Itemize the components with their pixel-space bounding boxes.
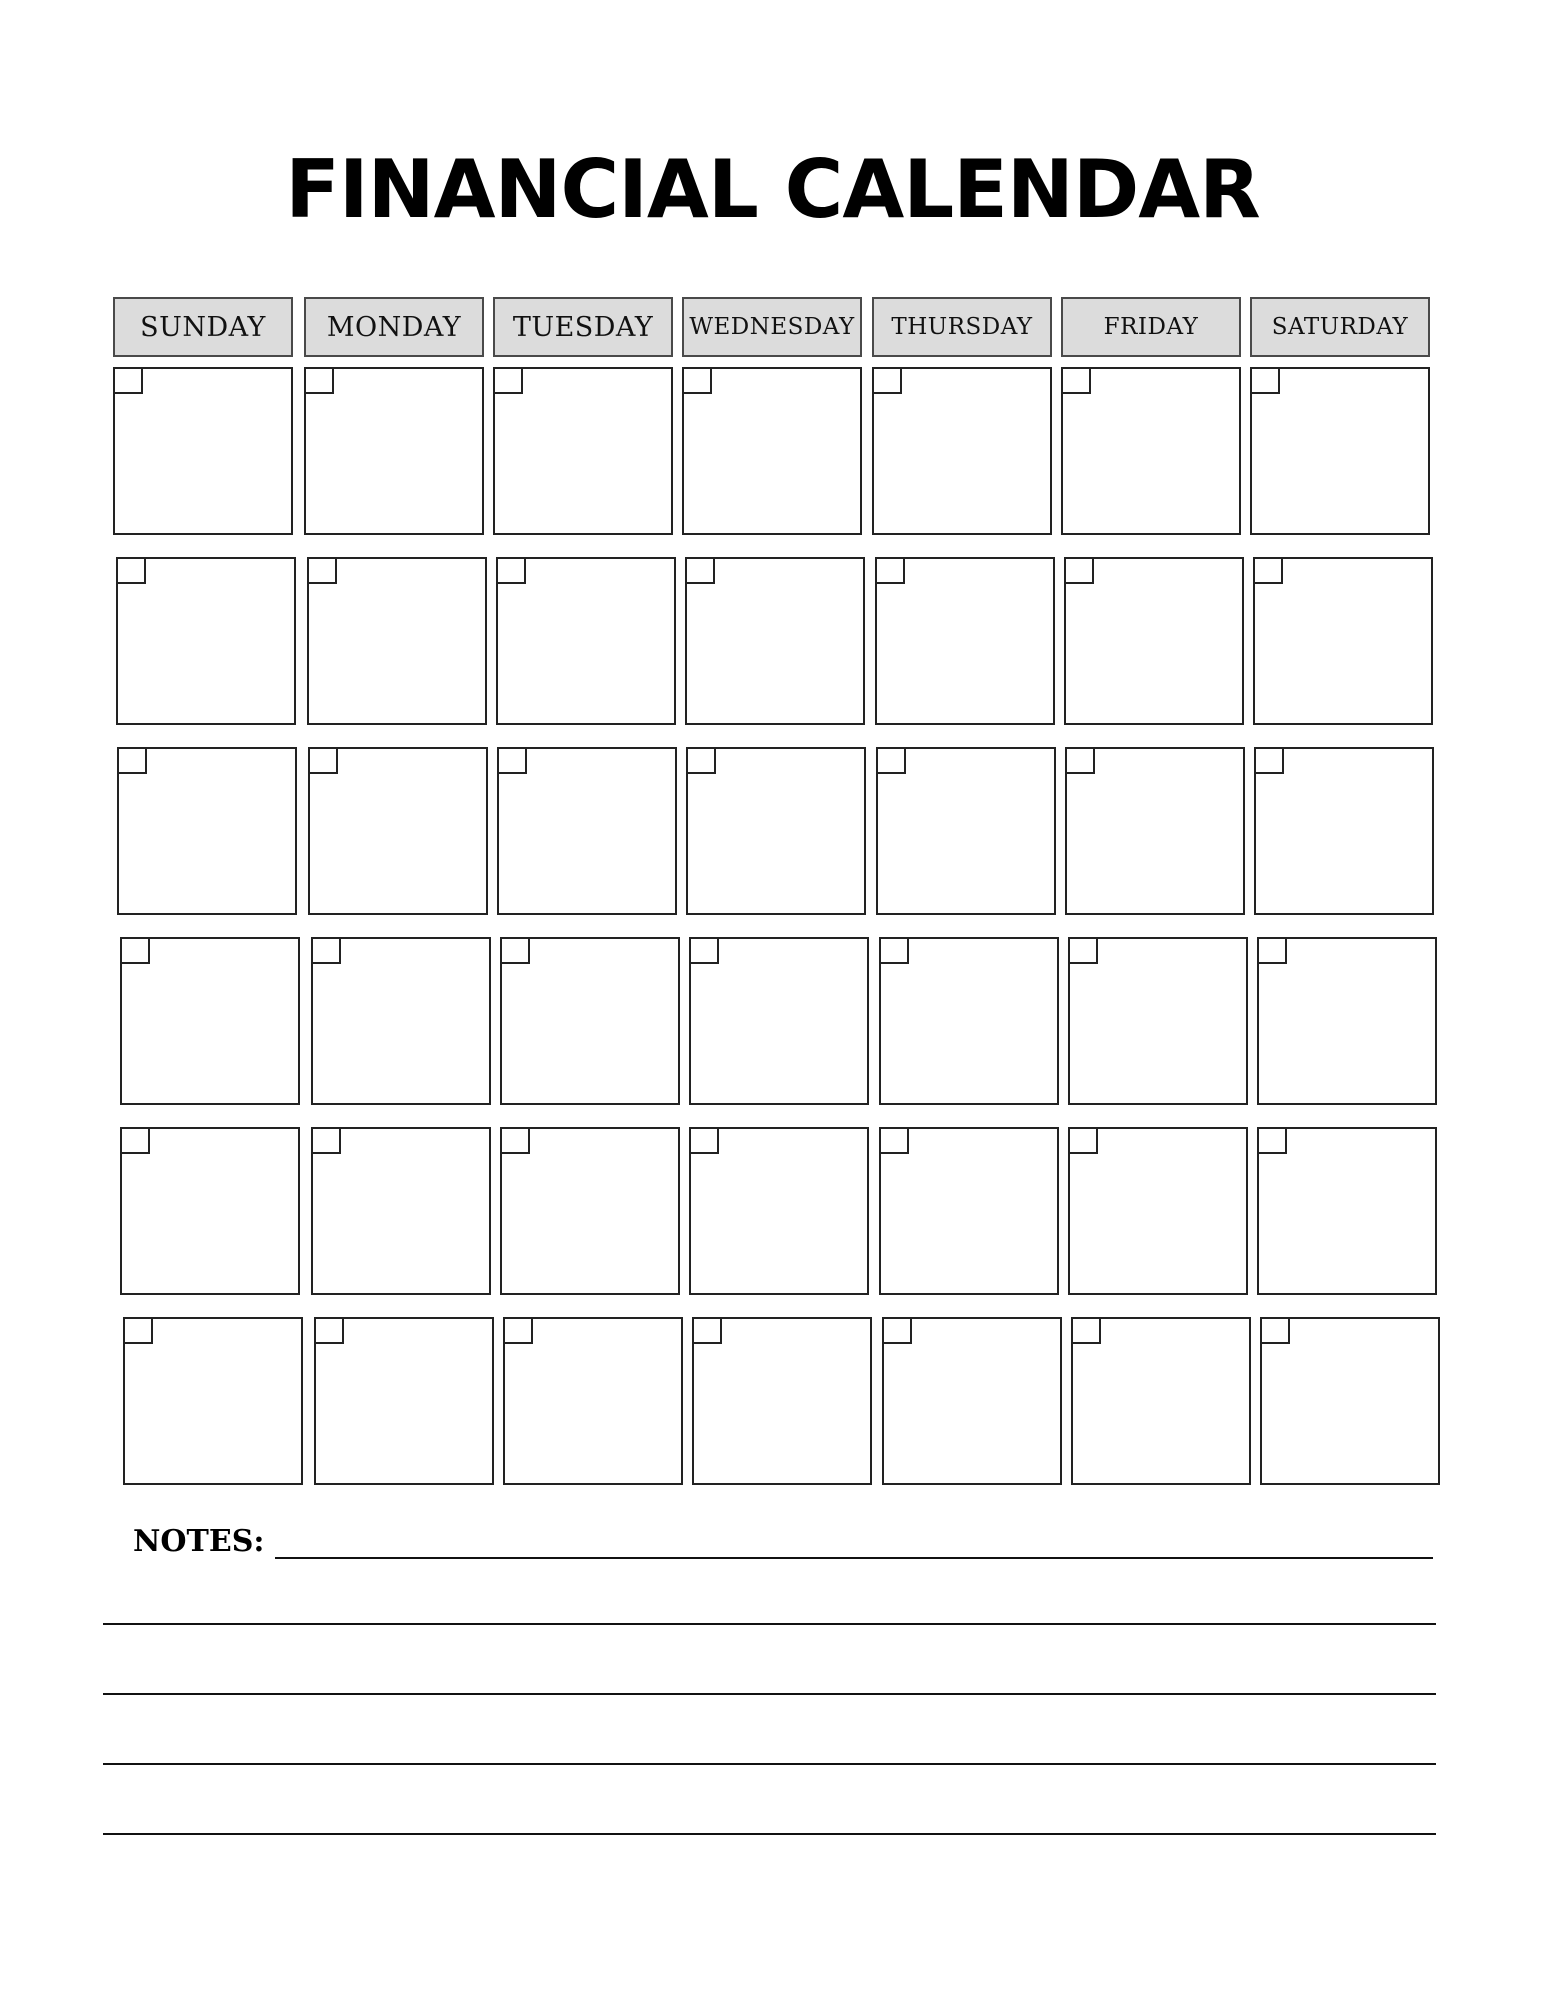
day-checkbox[interactable] bbox=[500, 937, 530, 964]
day-cell[interactable] bbox=[692, 1317, 872, 1485]
day-checkbox[interactable] bbox=[497, 747, 527, 774]
day-cell[interactable] bbox=[879, 1127, 1059, 1295]
page-title: FINANCIAL CALENDAR bbox=[285, 143, 1260, 236]
day-cell[interactable] bbox=[1068, 937, 1248, 1105]
day-checkbox[interactable] bbox=[689, 937, 719, 964]
day-cell[interactable] bbox=[500, 1127, 680, 1295]
day-checkbox[interactable] bbox=[686, 747, 716, 774]
day-cell[interactable] bbox=[1254, 747, 1434, 915]
day-cell[interactable] bbox=[1061, 367, 1241, 535]
notes-label: NOTES: bbox=[133, 1524, 265, 1559]
day-checkbox[interactable] bbox=[120, 1127, 150, 1154]
day-checkbox[interactable] bbox=[1260, 1317, 1290, 1344]
notes-line[interactable] bbox=[103, 1833, 1436, 1835]
day-checkbox[interactable] bbox=[1250, 367, 1280, 394]
day-checkbox[interactable] bbox=[1068, 937, 1098, 964]
day-cell[interactable] bbox=[493, 367, 673, 535]
day-cell[interactable] bbox=[304, 367, 484, 535]
day-checkbox[interactable] bbox=[304, 367, 334, 394]
day-checkbox[interactable] bbox=[876, 747, 906, 774]
day-cell[interactable] bbox=[496, 557, 676, 725]
day-cell[interactable] bbox=[1065, 747, 1245, 915]
day-checkbox[interactable] bbox=[116, 557, 146, 584]
day-header-monday: MONDAY bbox=[304, 297, 484, 357]
notes-line[interactable] bbox=[275, 1557, 1433, 1559]
day-cell[interactable] bbox=[116, 557, 296, 725]
day-checkbox[interactable] bbox=[496, 557, 526, 584]
day-checkbox[interactable] bbox=[872, 367, 902, 394]
day-checkbox[interactable] bbox=[123, 1317, 153, 1344]
day-header-wednesday: WEDNESDAY bbox=[682, 297, 862, 357]
day-header-friday: FRIDAY bbox=[1061, 297, 1241, 357]
day-checkbox[interactable] bbox=[692, 1317, 722, 1344]
day-checkbox[interactable] bbox=[1064, 557, 1094, 584]
day-checkbox[interactable] bbox=[1254, 747, 1284, 774]
day-cell[interactable] bbox=[689, 937, 869, 1105]
day-cell[interactable] bbox=[876, 747, 1056, 915]
day-cell[interactable] bbox=[875, 557, 1055, 725]
day-checkbox[interactable] bbox=[1061, 367, 1091, 394]
day-checkbox[interactable] bbox=[1257, 937, 1287, 964]
day-cell[interactable] bbox=[685, 557, 865, 725]
day-cell[interactable] bbox=[682, 367, 862, 535]
day-cell[interactable] bbox=[689, 1127, 869, 1295]
day-cell[interactable] bbox=[1257, 937, 1437, 1105]
day-checkbox[interactable] bbox=[308, 747, 338, 774]
day-checkbox[interactable] bbox=[307, 557, 337, 584]
notes-line[interactable] bbox=[103, 1623, 1436, 1625]
day-checkbox[interactable] bbox=[117, 747, 147, 774]
day-checkbox[interactable] bbox=[1253, 557, 1283, 584]
day-cell[interactable] bbox=[314, 1317, 494, 1485]
day-checkbox[interactable] bbox=[1071, 1317, 1101, 1344]
day-checkbox[interactable] bbox=[1068, 1127, 1098, 1154]
day-cell[interactable] bbox=[120, 937, 300, 1105]
day-cell[interactable] bbox=[882, 1317, 1062, 1485]
day-checkbox[interactable] bbox=[879, 937, 909, 964]
weekday-header-row bbox=[113, 297, 1438, 359]
day-cell[interactable] bbox=[1071, 1317, 1251, 1485]
day-cell[interactable] bbox=[123, 1317, 303, 1485]
day-header-sunday: SUNDAY bbox=[113, 297, 293, 357]
day-checkbox[interactable] bbox=[875, 557, 905, 584]
day-checkbox[interactable] bbox=[879, 1127, 909, 1154]
day-cell[interactable] bbox=[1064, 557, 1244, 725]
day-checkbox[interactable] bbox=[882, 1317, 912, 1344]
day-checkbox[interactable] bbox=[503, 1317, 533, 1344]
day-checkbox[interactable] bbox=[1065, 747, 1095, 774]
day-cell[interactable] bbox=[117, 747, 297, 915]
day-cell[interactable] bbox=[1068, 1127, 1248, 1295]
day-cell[interactable] bbox=[311, 937, 491, 1105]
day-checkbox[interactable] bbox=[500, 1127, 530, 1154]
day-checkbox[interactable] bbox=[311, 937, 341, 964]
day-checkbox[interactable] bbox=[689, 1127, 719, 1154]
day-cell[interactable] bbox=[307, 557, 487, 725]
day-header-thursday: THURSDAY bbox=[872, 297, 1052, 357]
day-cell[interactable] bbox=[879, 937, 1059, 1105]
day-cell[interactable] bbox=[497, 747, 677, 915]
notes-line[interactable] bbox=[103, 1763, 1436, 1765]
day-checkbox[interactable] bbox=[493, 367, 523, 394]
day-header-saturday: SATURDAY bbox=[1250, 297, 1430, 357]
day-cell[interactable] bbox=[503, 1317, 683, 1485]
day-cell[interactable] bbox=[1250, 367, 1430, 535]
day-checkbox[interactable] bbox=[113, 367, 143, 394]
day-cell[interactable] bbox=[1253, 557, 1433, 725]
day-cell[interactable] bbox=[113, 367, 293, 535]
day-header-tuesday: TUESDAY bbox=[493, 297, 673, 357]
notes-line[interactable] bbox=[103, 1693, 1436, 1695]
day-cell[interactable] bbox=[120, 1127, 300, 1295]
day-cell[interactable] bbox=[872, 367, 1052, 535]
day-cell[interactable] bbox=[1260, 1317, 1440, 1485]
day-cell[interactable] bbox=[500, 937, 680, 1105]
day-checkbox[interactable] bbox=[1257, 1127, 1287, 1154]
day-checkbox[interactable] bbox=[682, 367, 712, 394]
day-cell[interactable] bbox=[686, 747, 866, 915]
day-cell[interactable] bbox=[308, 747, 488, 915]
day-cell[interactable] bbox=[311, 1127, 491, 1295]
day-checkbox[interactable] bbox=[120, 937, 150, 964]
day-checkbox[interactable] bbox=[685, 557, 715, 584]
day-cell[interactable] bbox=[1257, 1127, 1437, 1295]
day-checkbox[interactable] bbox=[314, 1317, 344, 1344]
day-checkbox[interactable] bbox=[311, 1127, 341, 1154]
